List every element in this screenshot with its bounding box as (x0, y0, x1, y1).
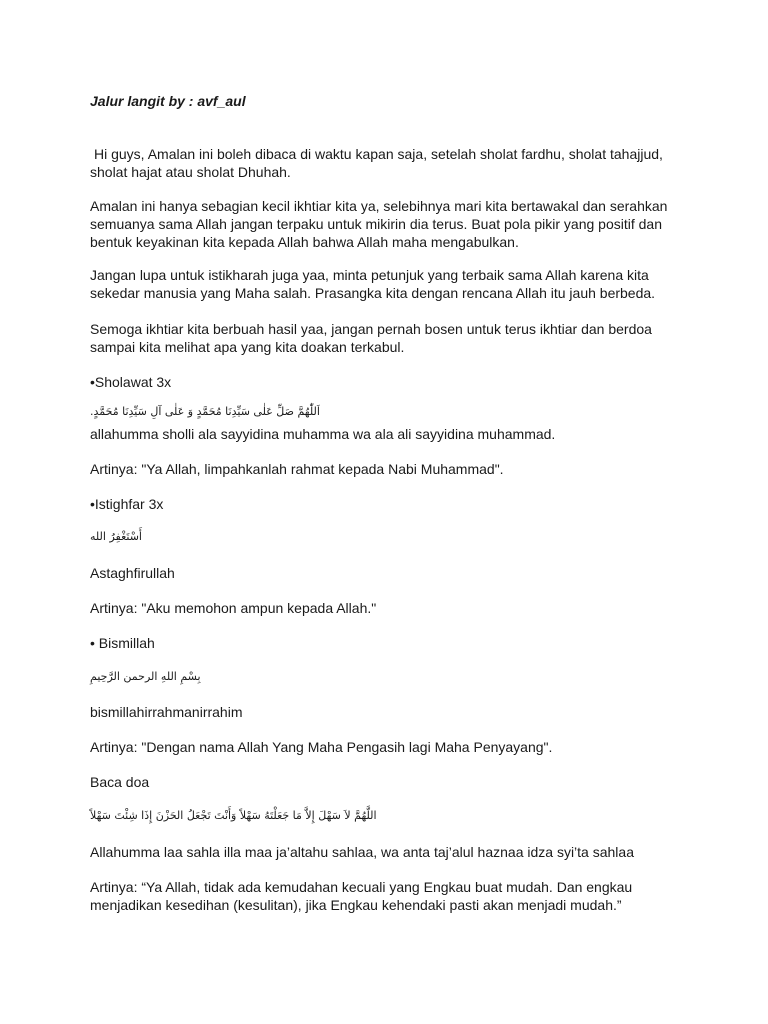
istikharah-paragraph: Jangan lupa untuk istikharah juga yaa, minta petunjuk yang terbaik sama Allah karena kita sekedar manusia yang Maha salah. Prasangka kita dengan rencana Allah itu jauh berbeda. (90, 267, 656, 301)
sholawat-latin: allahumma sholli ala sayyidina muhamma wa ala ali sayyidina muhammad. (90, 426, 556, 442)
document-title: Jalur langit by : avf_aul (90, 93, 246, 109)
doa-hope-paragraph: Semoga ikhtiar kita berbuah hasil yaa, jangan pernah bosen untuk terus ikhtiar dan berdoa sampai kita melihat apa yang kita doakan terkabul. (90, 321, 652, 355)
sholawat-arabic: اَللّٰهُمَّ صَلِّ عَلٰى سَيِّدِنَا مُحَمَّدٍ وَ عَلٰى آلِ سَيِّدِنَا مُحَمَّدٍ. (90, 405, 320, 418)
sholawat-heading: •Sholawat 3x (90, 374, 172, 390)
doa-arabic: اللَّهُمَّ لاَ سَهْلَ إِلاَّ مَا جَعَلْتَهُ سَهْلاً وَأَنْتَ تَجْعَلُ الحَزْنَ إِذَا شِئْتَ سَهْلاً (90, 809, 377, 822)
istighfar-latin: Astaghfirullah (90, 565, 175, 581)
bismillah-heading: • Bismillah (90, 635, 155, 651)
bismillah-meaning: Artinya: "Dengan nama Allah Yang Maha Pengasih lagi Maha Penyayang". (90, 739, 553, 755)
istighfar-meaning: Artinya: "Aku memohon ampun kepada Allah." (90, 600, 377, 616)
sholawat-meaning: Artinya: "Ya Allah, limpahkanlah rahmat kepada Nabi Muhammad". (90, 461, 504, 477)
intro-paragraph: Hi guys, Amalan ini boleh dibaca di waktu kapan saja, setelah sholat fardhu, sholat tahajjud, sholat hajat atau sholat Dhuhah. (90, 146, 663, 180)
istighfar-heading: •Istighfar 3x (90, 496, 164, 512)
doa-heading: Baca doa (90, 774, 150, 790)
doa-meaning: Artinya: “Ya Allah, tidak ada kemudahan kecuali yang Engkau buat mudah. Dan engkau menjadikan kesedihan (kesulitan), jika Engkau kehendaki pasti akan menjadi mudah.” (90, 879, 633, 913)
doa-latin: Allahumma laa sahla illa maa ja’altahu sahlaa, wa anta taj’alul haznaa idza syi’ta sahlaa (90, 844, 634, 860)
istighfar-arabic: أَسْتَغْفِرُ الله (90, 530, 142, 543)
bismillah-arabic: بِسْمِ اللهِ الرحمن الرَّحِيمِ (90, 670, 201, 683)
tawakal-paragraph: Amalan ini hanya sebagian kecil ikhtiar kita ya, selebihnya mari kita bertawakal dan serahkan semuanya sama Allah jangan terpaku untuk mikirin dia terus. Buat pola pikir yang positif dan bentuk keyakinan kita kepada Allah bahwa Allah maha mengabulkan. (90, 198, 668, 250)
bismillah-latin: bismillahirrahmanirrahim (90, 704, 243, 720)
